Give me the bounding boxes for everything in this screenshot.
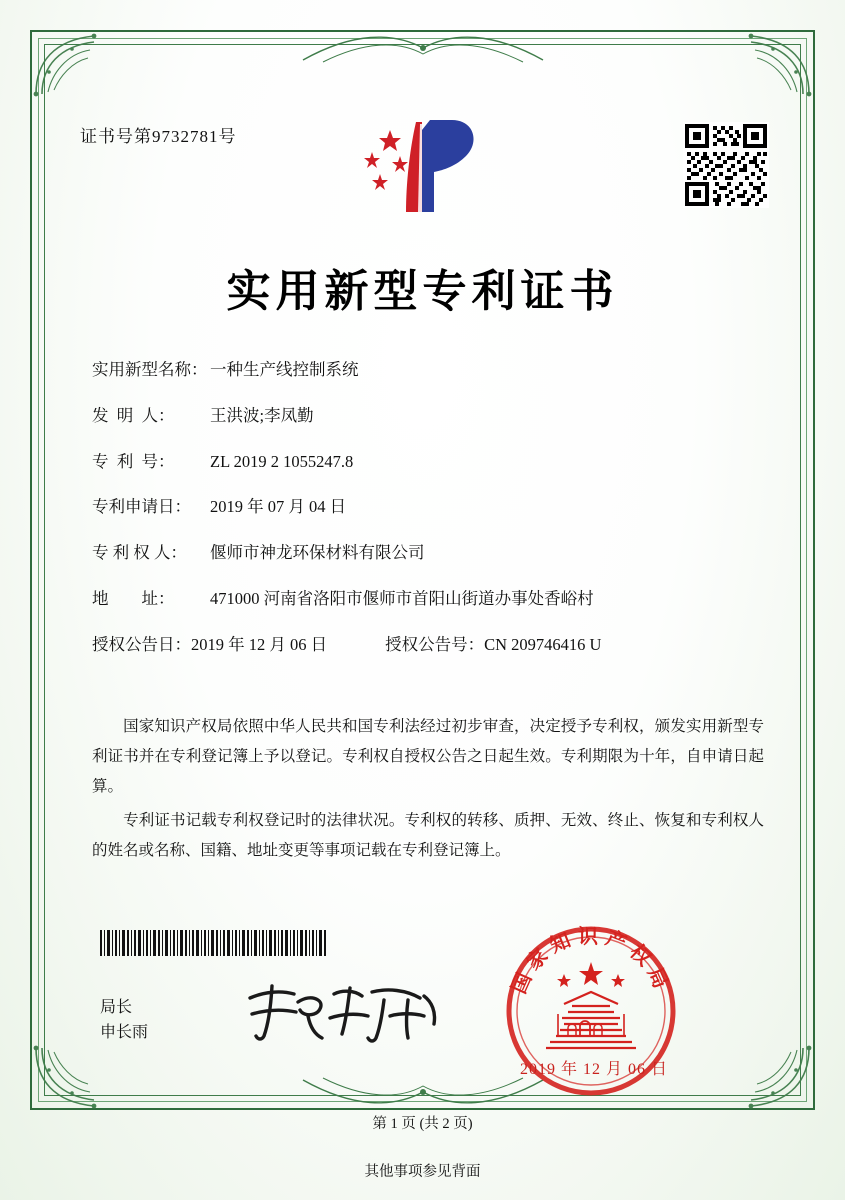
field-label: 发 明 人： [92, 405, 175, 425]
field-value: 471000 河南省洛阳市偃师市首阳山街道办事处香峪村 [210, 588, 594, 608]
grant-number-value: CN 209746416 U [484, 634, 602, 654]
field-utility-model-name [92, 360, 762, 380]
qr-code-icon [683, 122, 769, 208]
grant-date-label: 授权公告日： [92, 634, 191, 654]
field-value: ZL 2019 2 1055247.8 [210, 451, 354, 471]
corner-ornament-icon [727, 1044, 813, 1110]
seal-date: 2019 年 12 月 06 日 [520, 1061, 669, 1078]
handwritten-signature-icon [238, 978, 448, 1048]
page-title: 实用新型专利证书 [226, 267, 619, 316]
signature-block [100, 995, 148, 1045]
paragraph-text: 专利证书记载专利权登记时的法律状况。专利权的转移、质押、无效、终止、恢复和专利权人的姓名或名称、国籍、地址变更等事项记载在专利登记簿上。 [92, 812, 764, 859]
field-label: 专利申请日： [92, 497, 191, 517]
field-address [92, 589, 762, 609]
page-indicator: 第 1 页 (共 2 页) [372, 1116, 473, 1132]
field-label: 地 址： [92, 588, 175, 608]
paragraph-text: 国家知识产权局依照中华人民共和国专利法经过初步审查，决定授予专利权，颁发实用新型专利证书并在专利登记簿上予以登记。专利权自授权公告之日起生效。专利期限为十年，自申请日起算。 [92, 718, 764, 795]
footer-note: 其他事项参见背面 [364, 1164, 481, 1180]
field-label: 专 利 权 人： [92, 543, 187, 563]
field-value: 2019 年 07 月 04 日 [210, 497, 347, 517]
corner-ornament-icon [32, 32, 118, 98]
field-application-date [92, 497, 762, 517]
barcode [100, 930, 328, 956]
corner-ornament-icon [32, 1044, 118, 1110]
grant-number-label: 授权公告号： [385, 634, 485, 654]
field-patent-number [92, 452, 762, 472]
field-inventor [92, 406, 762, 426]
field-label: 实用新型名称： [92, 360, 208, 379]
field-label: 专 利 号： [92, 451, 175, 471]
top-ornament-icon [293, 28, 553, 68]
field-value: 偃师市神龙环保材料有限公司 [210, 543, 425, 563]
field-value: 王洪波;李凤勤 [210, 405, 314, 425]
legal-paragraph-2 [92, 806, 764, 866]
grant-date-value: 2019 年 12 月 06 日 [191, 634, 328, 654]
field-grant-announcement [92, 635, 762, 655]
certificate-fields [92, 360, 762, 681]
director-title-label: 局长 [100, 999, 133, 1016]
corner-ornament-icon [727, 32, 813, 98]
cnipa-logo-icon [356, 112, 486, 220]
svg-text:国家知识产权局: 国家知识产权局 [508, 926, 674, 998]
legal-paragraph-1 [92, 712, 764, 802]
field-value: 一种生产线控制系统 [210, 360, 359, 379]
field-patentee [92, 543, 762, 563]
certificate-number: 证书号第9732781号 [80, 127, 237, 146]
director-name-label: 申长雨 [100, 1024, 149, 1041]
